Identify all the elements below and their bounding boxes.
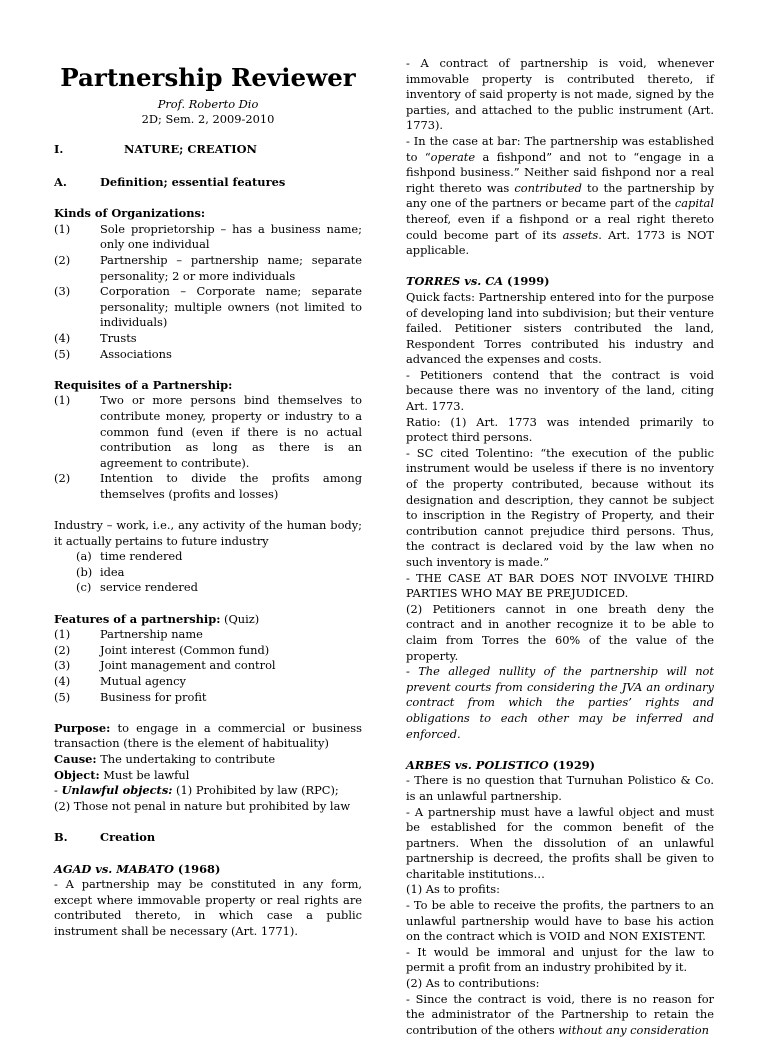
text-run: contributed bbox=[514, 180, 582, 195]
kinds-heading: Kinds of Organizations: bbox=[54, 206, 206, 221]
cause-label: Cause: bbox=[54, 751, 97, 766]
spacer bbox=[54, 596, 362, 612]
list-item bbox=[54, 331, 362, 347]
list-number: (2) bbox=[54, 252, 71, 267]
text-run: - In the case at bar: The partnership was established to “ bbox=[406, 133, 714, 164]
list-number: (5) bbox=[54, 346, 71, 361]
spacer bbox=[54, 814, 362, 830]
torres-facts: Quick facts: Partnership entered into for the purpose of developing land into subdivision; but their venture failed. Petitioner sisters contributed the land, Respondent Torres contributed his industry and advanced the expenses and costs. bbox=[406, 289, 714, 367]
section-label: NATURE; CREATION bbox=[124, 142, 257, 156]
spacer bbox=[406, 742, 714, 758]
list-item bbox=[76, 549, 362, 565]
list-number: (2) bbox=[54, 471, 71, 486]
case-party-b: MABATO bbox=[116, 861, 174, 876]
list-number: (1) bbox=[54, 221, 71, 236]
list-text: service rendered bbox=[100, 580, 198, 595]
list-text: Corporation – Corporate name; separate personality; multiple owners (not limited to individuals) bbox=[100, 284, 362, 330]
list-item bbox=[54, 627, 362, 643]
list-text: Joint management and control bbox=[100, 658, 276, 673]
list-number: (a) bbox=[76, 549, 92, 564]
author-line: Prof. Roberto Dio bbox=[157, 97, 259, 111]
list-item bbox=[54, 253, 362, 284]
list-number: (1) bbox=[54, 393, 71, 408]
section-A-heading bbox=[54, 175, 362, 191]
spacer bbox=[406, 259, 714, 275]
list-text: Joint interest (Common fund) bbox=[100, 642, 270, 657]
arbes-p2: - A partnership must have a lawful object and must be established for the common benefit of the partners. When the dissolution of an unlawful partnership is decreed, the profits shall be given to charitable institutions… bbox=[406, 804, 714, 881]
case-party-b: CA bbox=[485, 274, 504, 289]
text-run: - Since the contract is void, there is no reason for the administrator of the Partnership to retain the contribution of the others bbox=[406, 991, 714, 1037]
list-item bbox=[54, 658, 362, 674]
list-text: Business for profit bbox=[100, 689, 207, 704]
object-line bbox=[54, 768, 362, 784]
case-party-b: POLISTICO bbox=[475, 757, 549, 772]
case-vs: vs. bbox=[460, 274, 486, 289]
list-number: (5) bbox=[54, 689, 71, 704]
kinds-list bbox=[54, 222, 362, 362]
object-label: Object: bbox=[54, 767, 100, 782]
spacer bbox=[54, 705, 362, 721]
list-text: Sole proprietorship – has a business name; only one individual bbox=[100, 221, 362, 252]
cause-line bbox=[54, 752, 362, 768]
agad-continued-paragraph: - A contract of partnership is void, whenever immovable property is contributed thereto, if inventory of said property is not made, signed by the parties, and attached to the public instrument (Art. 1773). bbox=[406, 56, 714, 133]
industry-paragraph: Industry – work, i.e., any activity of the human body; it actually pertains to future industry bbox=[54, 518, 362, 548]
industry-list bbox=[54, 549, 362, 596]
list-text: Trusts bbox=[100, 330, 137, 345]
case-heading-arbes bbox=[406, 758, 714, 774]
list-item bbox=[54, 222, 362, 253]
arbes-p3: (1) As to profits: bbox=[406, 882, 500, 897]
case-heading-torres bbox=[406, 274, 714, 290]
torres-contention: - Petitioners contend that the contract is void because there was no inventory of the land, citing Art. 1773. bbox=[406, 367, 714, 414]
document-title: Partnership Reviewer bbox=[60, 63, 356, 92]
text-run: assets bbox=[562, 227, 599, 242]
text-run: without any consideration bbox=[558, 1022, 709, 1037]
case-vs: vs. bbox=[91, 861, 117, 876]
unlawful-line-2: (2) Those not penal in nature but prohibited by law bbox=[54, 798, 351, 813]
list-text: Intention to divide the profits among themselves (profits and losses) bbox=[100, 471, 362, 501]
text-run: capital bbox=[674, 196, 714, 211]
semester-line: 2D; Sem. 2, 2009-2010 bbox=[141, 111, 275, 126]
list-number: (1) bbox=[54, 627, 71, 642]
text-run: . Art. 1773 is NOT applicable. bbox=[406, 227, 714, 258]
text-run: to the partnership by any one of the partners or became part of the bbox=[406, 180, 714, 211]
purpose-text: to engage in a commercial or business transaction (there is the element of habituality) bbox=[54, 720, 362, 751]
cause-text: The undertaking to contribute bbox=[96, 751, 276, 766]
section-number: I. bbox=[54, 142, 64, 156]
section-label: Creation bbox=[100, 829, 156, 844]
case-party-a: AGAD bbox=[54, 861, 92, 876]
list-text: Partnership name bbox=[100, 627, 203, 642]
section-number: B. bbox=[54, 829, 68, 844]
list-text: time rendered bbox=[100, 549, 183, 564]
text-run: operate bbox=[430, 149, 476, 164]
list-text: Mutual agency bbox=[100, 674, 186, 688]
features-list bbox=[54, 627, 362, 705]
list-item bbox=[54, 674, 362, 690]
case-year: (1968) bbox=[173, 861, 221, 876]
section-I-heading bbox=[54, 142, 362, 158]
list-item bbox=[76, 580, 362, 596]
list-text: Two or more persons bind themselves to contribute money, property or industry to a common fund (even if there is no actual contribution as long as there is an agreement to contribute). bbox=[100, 393, 362, 470]
torres-estoppel: (2) Petitioners cannot in one breath deny the contract and in another recognize it to be able to claim from Torres the 60% of the value of the property. bbox=[406, 601, 714, 663]
list-number: (4) bbox=[54, 674, 71, 688]
unlawful-label: Unlawful objects: bbox=[61, 783, 173, 798]
arbes-p1: - There is no question that Turnuhan Polistico & Co. is an unlawful partnership. bbox=[406, 773, 714, 803]
section-label: Definition; essential features bbox=[100, 174, 286, 189]
case-year: (1999) bbox=[503, 274, 550, 289]
case-party-a: ARBES bbox=[406, 757, 451, 772]
case-heading-agad bbox=[54, 862, 362, 878]
list-number: (b) bbox=[76, 564, 93, 579]
list-number: (3) bbox=[54, 284, 71, 299]
agad-case-at-bar-paragraph bbox=[406, 134, 714, 259]
list-item bbox=[54, 393, 362, 471]
section-B-heading bbox=[54, 830, 362, 846]
right-column bbox=[406, 56, 714, 1038]
case-year: (1929) bbox=[548, 757, 596, 772]
object-text: Must be lawful bbox=[99, 767, 190, 782]
section-number: A. bbox=[54, 174, 67, 189]
unlawful-line bbox=[54, 783, 362, 799]
case-vs: vs. bbox=[450, 757, 476, 772]
features-label: Features of a partnership: bbox=[54, 611, 221, 626]
list-number: (4) bbox=[54, 330, 71, 345]
features-note: (Quiz) bbox=[220, 611, 260, 626]
arbes-p5: - It would be immoral and unjust for the law to permit a profit from an industry prohibited by it. bbox=[406, 944, 714, 975]
list-number: (2) bbox=[54, 642, 71, 657]
text-run: thereof, even if a fishpond or a real right thereto could become part of its bbox=[406, 211, 714, 242]
list-item bbox=[54, 284, 362, 331]
list-number: (3) bbox=[54, 658, 71, 673]
list-item bbox=[54, 643, 362, 659]
list-text: Partnership – partnership name; separate personality; 2 or more individuals bbox=[100, 252, 362, 283]
agad-paragraph: - A partnership may be constituted in any form, except where immovable property or real rights are contributed thereto, in which case a public instrument shall be necessary (Art. 1771). bbox=[54, 877, 362, 938]
requisites-heading: Requisites of a Partnership: bbox=[54, 377, 233, 392]
list-number: (c) bbox=[76, 580, 92, 595]
left-column bbox=[54, 56, 362, 940]
list-text: Associations bbox=[100, 346, 172, 361]
case-party-a: TORRES bbox=[406, 274, 461, 289]
arbes-p4: - To be able to receive the profits, the partners to an unlawful partnership would have to base his action on the contract which is VOID and NON EXISTENT. bbox=[406, 898, 714, 944]
torres-tolentino: - SC cited Tolentino: “the execution of the public instrument would be useless if there is no inventory of the property contributed, because without its designation and description, they cannot be subject to inscription in the Registry of Property, and their contribution cannot prejudice third persons. Thus, the contract is declared void by the law when no such inventory is made.” bbox=[406, 445, 714, 569]
spacer bbox=[54, 502, 362, 518]
unlawful-text: (1) Prohibited by law (RPC); bbox=[172, 783, 339, 798]
requisites-list bbox=[54, 393, 362, 502]
torres-third-parties: - THE CASE AT BAR DOES NOT INVOLVE THIRD PARTIES WHO MAY BE PREJUDICED. bbox=[406, 570, 714, 601]
torres-ratio: Ratio: (1) Art. 1773 was intended primarily to protect third persons. bbox=[406, 414, 714, 445]
text-run: a fishpond” and not to “engage in a fishpond business.” Neither said fishpond nor a real right thereto was bbox=[406, 149, 714, 195]
torres-nullity: - The alleged nullity of the partnership will not prevent courts from considering the JVA an ordinary contract from which the parties’ rights and obligations to each other may be inferred and enforced. bbox=[406, 664, 714, 741]
features-heading bbox=[54, 612, 362, 628]
list-item bbox=[54, 690, 362, 706]
list-item bbox=[54, 471, 362, 502]
list-item bbox=[54, 347, 362, 363]
arbes-p6: (2) As to contributions: bbox=[406, 976, 540, 991]
list-text: idea bbox=[100, 564, 125, 579]
arbes-p7 bbox=[406, 992, 714, 1038]
unlawful-prefix: - bbox=[54, 783, 62, 798]
list-item bbox=[76, 565, 362, 581]
purpose-label: Purpose: bbox=[54, 720, 111, 735]
spacer bbox=[54, 362, 362, 378]
purpose-line bbox=[54, 721, 362, 752]
